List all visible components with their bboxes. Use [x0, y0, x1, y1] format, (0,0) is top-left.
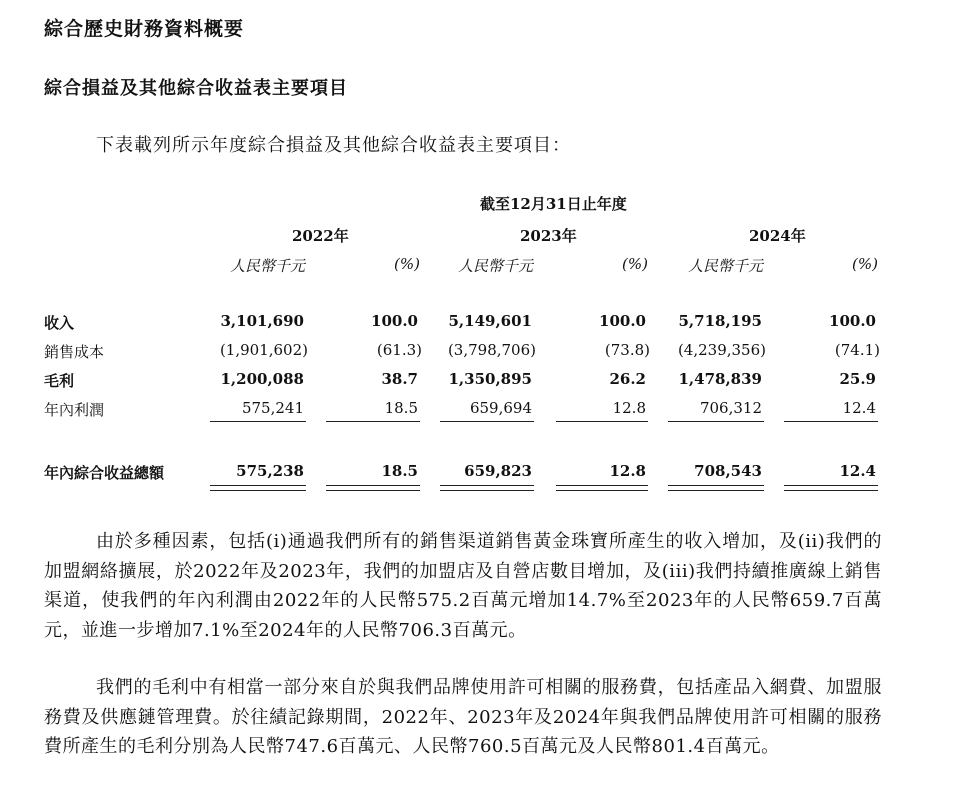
- unit-amount-2022: 人民幣千元: [230, 257, 306, 275]
- double-rule-2024-pct: [784, 485, 878, 491]
- rule-2024-amount: [668, 421, 764, 422]
- cell-gross-2023-pct: 26.2: [609, 370, 646, 388]
- table-intro: 下表載列所示年度綜合損益及其他綜合收益表主要項目：: [96, 135, 571, 156]
- section-title: 綜合損益及其他綜合收益表主要項目: [44, 78, 348, 99]
- cell-gross-2022-amount: 1,200,088: [220, 370, 304, 388]
- cell-cost-2022-pct: (61.3): [376, 341, 422, 359]
- unit-pct-2022: (%): [394, 255, 420, 273]
- cell-total-2022-pct: 18.5: [381, 462, 418, 480]
- cell-cost-2022-amount: (1,901,602): [219, 341, 308, 359]
- row-label-profit-for-year: 年內利潤: [44, 401, 105, 419]
- row-label-total-comprehensive-income: 年內綜合收益總額: [44, 464, 165, 482]
- cell-revenue-2024-pct: 100.0: [829, 312, 876, 330]
- cell-gross-2022-pct: 38.7: [381, 370, 418, 388]
- cell-gross-2024-pct: 25.9: [839, 370, 876, 388]
- cell-revenue-2024-amount: 5,718,195: [678, 312, 762, 330]
- cell-revenue-2022-amount: 3,101,690: [220, 312, 304, 330]
- rule-2022-amount: [210, 421, 306, 422]
- row-label-gross-profit: 毛利: [44, 372, 75, 390]
- cell-revenue-2023-pct: 100.0: [599, 312, 646, 330]
- page-title: 綜合歷史財務資料概要: [44, 18, 245, 40]
- double-rule-2022-pct: [326, 485, 420, 491]
- unit-amount-2023: 人民幣千元: [458, 257, 534, 275]
- year-header-2024: 2024年: [749, 227, 806, 245]
- cell-total-2023-pct: 12.8: [609, 462, 646, 480]
- paragraph-service-fees: 我們的毛利中有相當一部分來自於與我們品牌使用許可相關的服務費，包括產品入網費、加盟服務費及供應鏈管理費。於往績記錄期間，2022年、2023年及2024年與我們品牌使用許可相關的服務費所產生的毛利分別為人民幣747.6百萬元、人民幣760.5百萬元及人民幣801.4百萬元。: [44, 677, 882, 757]
- cell-revenue-2023-amount: 5,149,601: [448, 312, 532, 330]
- unit-pct-2024: (%): [852, 255, 878, 273]
- unit-pct-2023: (%): [622, 255, 648, 273]
- cell-cost-2024-pct: (74.1): [834, 341, 880, 359]
- double-rule-2024-amount: [668, 485, 764, 491]
- rule-2023-pct: [556, 421, 648, 422]
- double-rule-2022-amount: [210, 485, 306, 491]
- double-rule-2023-pct: [556, 485, 648, 491]
- cell-profit-2024-amount: 706,312: [699, 399, 762, 417]
- cell-cost-2024-amount: (4,239,356): [677, 341, 766, 359]
- cell-cost-2023-amount: (3,798,706): [447, 341, 536, 359]
- cell-revenue-2022-pct: 100.0: [371, 312, 418, 330]
- cell-profit-2024-pct: 12.4: [842, 399, 876, 417]
- cell-cost-2023-pct: (73.8): [604, 341, 650, 359]
- cell-profit-2023-pct: 12.8: [612, 399, 646, 417]
- cell-gross-2023-amount: 1,350,895: [448, 370, 532, 388]
- paragraph-profit-drivers: 由於多種因素，包括(i)通過我們所有的銷售渠道銷售黃金珠寶所產生的收入增加，及(ii)我們的加盟網絡擴展，於2022年及2023年，我們的加盟店及自營店數目增加，及(iii)我們持續推廣線上銷售渠道，使我們的年內利潤由2022年的人民幣575.2百萬元增加14.7%至2023年的人民幣659.7百萬元，並進一步增加7.1%至2024年的人民幣706.3百萬元。: [44, 531, 882, 641]
- row-label-revenue: 收入: [44, 314, 75, 332]
- cell-total-2022-amount: 575,238: [236, 462, 304, 480]
- rule-2022-pct: [326, 421, 420, 422]
- double-rule-2023-amount: [440, 485, 534, 491]
- cell-profit-2022-pct: 18.5: [384, 399, 418, 417]
- unit-amount-2024: 人民幣千元: [688, 257, 764, 275]
- cell-profit-2023-amount: 659,694: [469, 399, 532, 417]
- year-header-2022: 2022年: [292, 227, 349, 245]
- rule-2023-amount: [440, 421, 534, 422]
- cell-total-2024-pct: 12.4: [839, 462, 876, 480]
- period-header: 截至12月31日止年度: [480, 195, 627, 213]
- cell-profit-2022-amount: 575,241: [241, 399, 304, 417]
- cell-total-2024-amount: 708,543: [694, 462, 762, 480]
- cell-gross-2024-amount: 1,478,839: [678, 370, 762, 388]
- cell-total-2023-amount: 659,823: [464, 462, 532, 480]
- row-label-cost-of-sales: 銷售成本: [44, 343, 105, 361]
- year-header-2023: 2023年: [520, 227, 577, 245]
- rule-2024-pct: [784, 421, 878, 422]
